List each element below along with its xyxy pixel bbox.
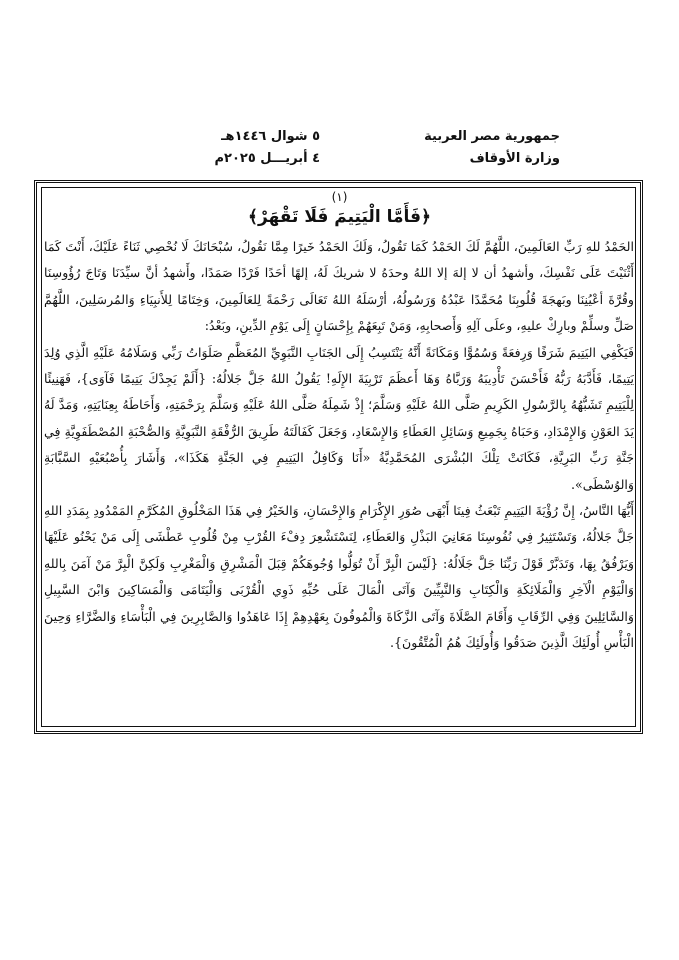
country-name: جمهورية مصر العربية [424,129,560,144]
sermon-title: ﴿فَأَمَّا الْيَتِيمَ فَلَا تَقْهَرْ﴾ [248,207,431,227]
paragraph-orphan-honor: فَيَكْفِي اليَتِيمَ شَرَفًا وَرِفعَةً وَسُمُوًّا وَمَكَانَةً أَنَّهُ يَنْتَسِبُ إِلَى الجَنَابِ النَّبَوِيِّ المُعَظَّمِ صَلَوَاتُ رَبِّي وَسَلَامُهُ عَلَيْهِ الَّذِي وُلِدَ يَتِيمًا، فَأَدَّبَهُ رَبُّهُ فَأَحْسَنَ تَأْدِيبَهُ وَرَبَّاهُ وَهَا أَعظَمَ تَرْبِيَةَ الإِلَهِ! يَقُولُ اللهُ جَلَّ جَلالُهُ: {أَلَمْ يَجِدْكَ يَتِيمًا فَآوَى}، فَهَنِيئًا لِلْيَتِيمِ تَشَبُّهُهُ بِالرَّسُولِ الكَرِيمِ صَلَّى اللهُ عَلَيْهِ وَسَلَّمَ؛ إِذْ شَمِلَهُ صَلَّى اللهُ عَلَيْهِ وَسَلَّمَ بِرَحْمَتِهِ، وَأَحَاطَهُ بِعِنَايَتِهِ، وَمَدَّ لَهُ يَدَ العَوْنِ وَالإِمْدَادِ، وَحَبَاهُ بِجَمِيعِ وَسَائِلِ العَطَاءِ وَالإِسْعَادِ، وَجَعَلَ كَفَالَتَهُ طَرِيقَ الرُّفْقَةِ النَّبَوِيَّةِ وَالصُّحْبَةِ المُصْطَفَوِيَّةِ فِي جَنَّةِ رَبِّ البَرِيَّةِ، فَكَانَتْ تِلْكَ البُشْرَى المُحَمَّدِيَّةُ «أَنَا وَكَافِلُ اليَتِيمِ فِي الجَنَّةِ هَكَذَا»، وَأَشَارَ بِأُصْبُعَيْهِ السَّبَّابَةِ وَالوُسْطَى». [44,344,634,492]
date-block [130,126,320,170]
ministry-name: وزارة الأوقاف [469,151,560,166]
paragraph-righteousness-verse: أَيُّهَا النَّاسُ، إِنَّ رُؤْيَةَ اليَتِيمِ تَبْعَثُ فِينَا أَبْهَى صُوَرِ الإِكْرَامِ وَالإِحْسَانِ، وَالخَيْرُ فِي هَذَا المَخْلُوقِ المُكَرَّمِ المَمْدُودِ بِمَدَدِ اللهِ جَلَّ جَلالُهُ، وَتَسْتَثِيرُ فِي نُفُوسِنَا مَعَانِيَ البَذْلِ وَالعَطَاءِ، لِنَسْتَشْعِرَ دِفْءَ القُرْبِ مِنْ قُلُوبِ عَطْشَى إِلَى مَنْ يَحْنُو عَلَيْهَا وَيَرْفُقُ بِهَا، وَتَدَبَّرْ قَوْلَ رَبِّنَا جَلَّ جَلَالُهُ: {لَيْسَ الْبِرَّ أَنْ تُوَلُّوا وُجُوهَكُمْ قِبَلَ الْمَشْرِقِ وَالْمَغْرِبِ وَلَكِنَّ الْبِرَّ مَنْ آمَنَ بِاللهِ وَالْيَوْمِ الْآخِرِ وَالْمَلَائِكَةِ وَالْكِتَابِ وَالنَّبِيِّينَ وَآتَى الْمَالَ عَلَى حُبِّهِ ذَوِي الْقُرْبَى وَالْيَتَامَى وَالْمَسَاكِينَ وَابْنَ السَّبِيلِ وَالسَّائِلِينَ وَفِي الرِّقَابِ وَأَقَامَ الصَّلَاةَ وَآتَى الزَّكَاةَ وَالْمُوفُونَ بِعَهْدِهِمْ إِذَا عَاهَدُوا وَالصَّابِرِينَ فِي الْبَأْسَاءِ وَالضَّرَّاءِ وَحِينَ الْبَأْسِ أُولَئِكَ الَّذِينَ صَدَقُوا وَأُولَئِكَ هُمُ الْمُتَّقُونَ}. [44,503,634,651]
paragraph-opening: الحَمْدُ للهِ رَبِّ العَالَمِينَ، اللَّهُمَّ لَكَ الحَمْدُ كَمَا تَقُولُ، وَلَكَ الحَمْدُ خَيرًا مِمَّا نَقُولُ، سُبْحَانَكَ لَا نُحْصِي ثَنَاءً عَلَيْكَ، أَنْتَ كَمَا أَثْنَيْتَ عَلَى نَفْسِكَ، وأشهدُ أن لا إلهَ إلا اللهُ وحدَهُ لا شريكَ لَهُ، إلهًا أحَدًا فَرْدًا صَمَدًا، وأَشهدُ أنَّ سيِّدَنَا وَتَاجَ رُؤُوسِنَا وقُرَّةَ أعْيُنِنَا وبَهجَةَ قُلُوبِنَا مُحَمَّدًا عَبْدُهُ وَرَسُولُهُ، أرْسَلَهُ اللهُ تَعَالَى رَحْمَةً لِلعَالَمِينَ، وَخِتَامًا لِلأَنبِيَاءِ وَالمُرسَلِينَ، اللَّهُمَّ صَلِّ وسلِّمْ وبارِكْ عليهِ، وعلَى آلِهِ وَأَصحابِهِ، وَمَنْ تَبِعَهُمْ بِإِحْسَانٍ إِلَى يَوْمِ الدِّينِ، وبَعْدُ: [44,239,634,334]
hijri-date: ٥ شوال ١٤٤٦هـ [221,129,320,144]
document-header [130,126,560,172]
gregorian-date: ٤ أبريـــل ٢٠٢٥م [214,151,320,166]
sermon-body [44,234,634,724]
issuer-block [370,126,560,170]
page-number: (١) [331,190,348,204]
